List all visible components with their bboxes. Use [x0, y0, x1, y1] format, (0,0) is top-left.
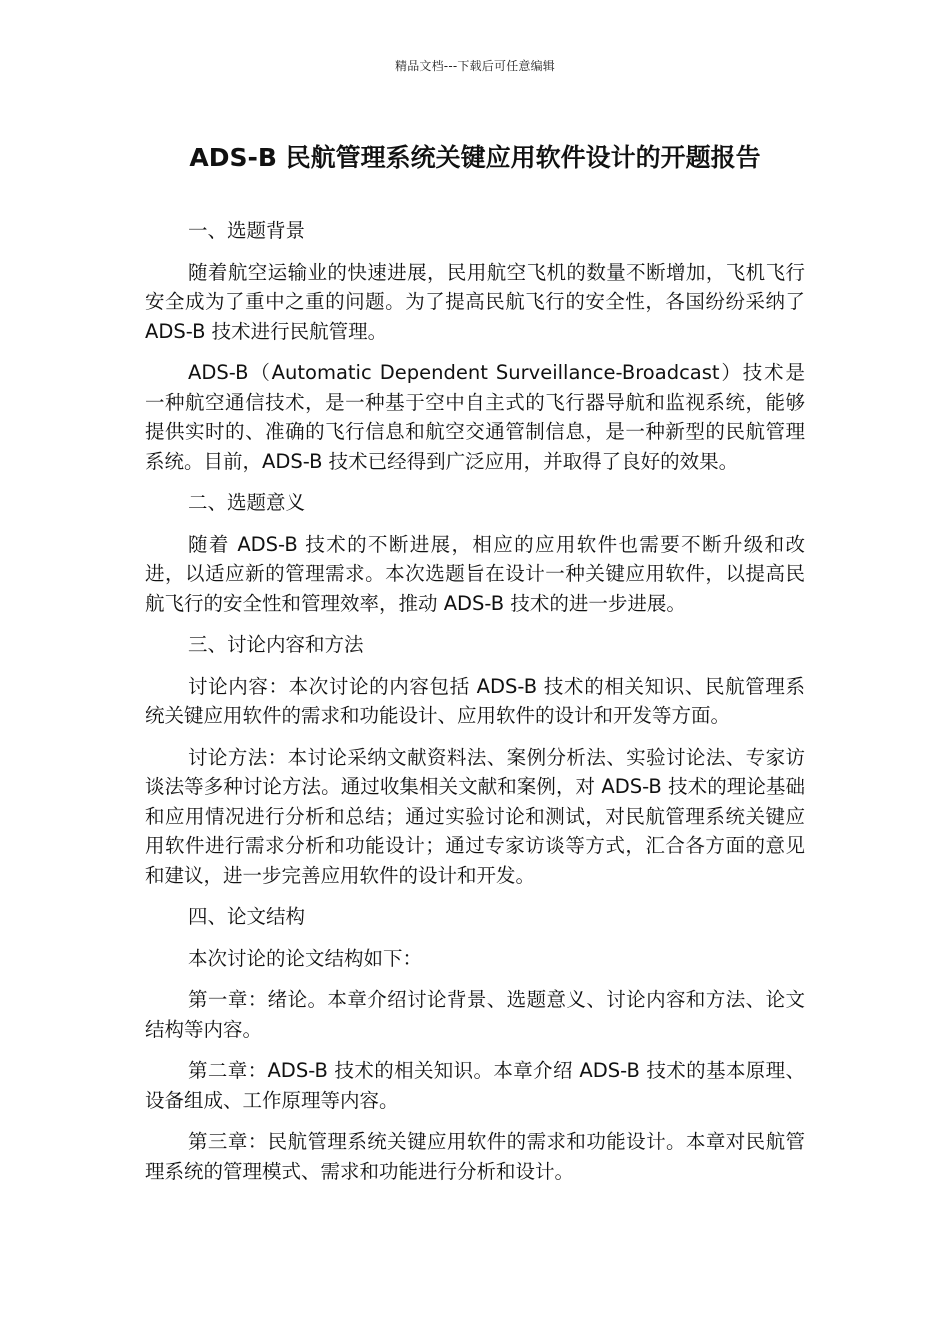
- section-heading-structure: 四、论文结构: [188, 905, 306, 928]
- section-heading-background: 一、选题背景: [188, 219, 306, 242]
- header-note: 精品文档---下载后可任意编辑: [395, 59, 555, 73]
- chapter-item: 第三章：民航管理系统关键应用软件的需求和功能设计。本章对民航管理系统的管理模式、需求和功能进行分析和设计。: [145, 1130, 805, 1183]
- section-heading-significance: 二、选题意义: [188, 491, 306, 514]
- document-title: ADS-B 民航管理系统关键应用软件设计的开题报告: [189, 143, 761, 172]
- document-body: [145, 216, 805, 1198]
- section-heading-content-methods: 三、讨论内容和方法: [188, 633, 364, 656]
- paragraph: 随着 ADS-B 技术的不断进展，相应的应用软件也需要不断升级和改进，以适应新的管理需求。本次选题旨在设计一种关键应用软件，以提高民航飞行的安全性和管理效率，推动 ADS-B 技术的进一步进展。: [145, 532, 805, 615]
- paragraph: 讨论内容：本次讨论的内容包括 ADS-B 技术的相关知识、民航管理系统关键应用软件的需求和功能设计、应用软件的设计和开发等方面。: [145, 674, 805, 727]
- chapter-item: 第二章：ADS-B 技术的相关知识。本章介绍 ADS-B 技术的基本原理、设备组成、工作原理等内容。: [145, 1059, 805, 1112]
- paragraph: 随着航空运输业的快速进展，民用航空飞机的数量不断增加，飞机飞行安全成为了重中之重的问题。为了提高民航飞行的安全性，各国纷纷采纳了 ADS-B 技术进行民航管理。: [145, 260, 805, 343]
- paragraph: 讨论方法：本讨论采纳文献资料法、案例分析法、实验讨论法、专家访谈法等多种讨论方法。通过收集相关文献和案例，对 ADS-B 技术的理论基础和应用情况进行分析和总结；通过实验讨论和测试，对民航管理系统关键应用软件进行需求分析和功能设计；通过专家访谈等方式，汇合各方面的意见和建议，进一步完善应用软件的设计和开发。: [145, 745, 805, 887]
- paragraph: ADS-B（Automatic Dependent Surveillance-Broadcast）技术是一种航空通信技术，是一种基于空中自主式的飞行器导航和监视系统，能够提供实时的、准确的飞行信息和航空交通管制信息，是一种新型的民航管理系统。目前，ADS-B 技术已经得到广泛应用，并取得了良好的效果。: [145, 361, 805, 473]
- chapter-item: 第一章：绪论。本章介绍讨论背景、选题意义、讨论内容和方法、论文结构等内容。: [145, 988, 805, 1041]
- paragraph: 本次讨论的论文结构如下：: [188, 946, 423, 970]
